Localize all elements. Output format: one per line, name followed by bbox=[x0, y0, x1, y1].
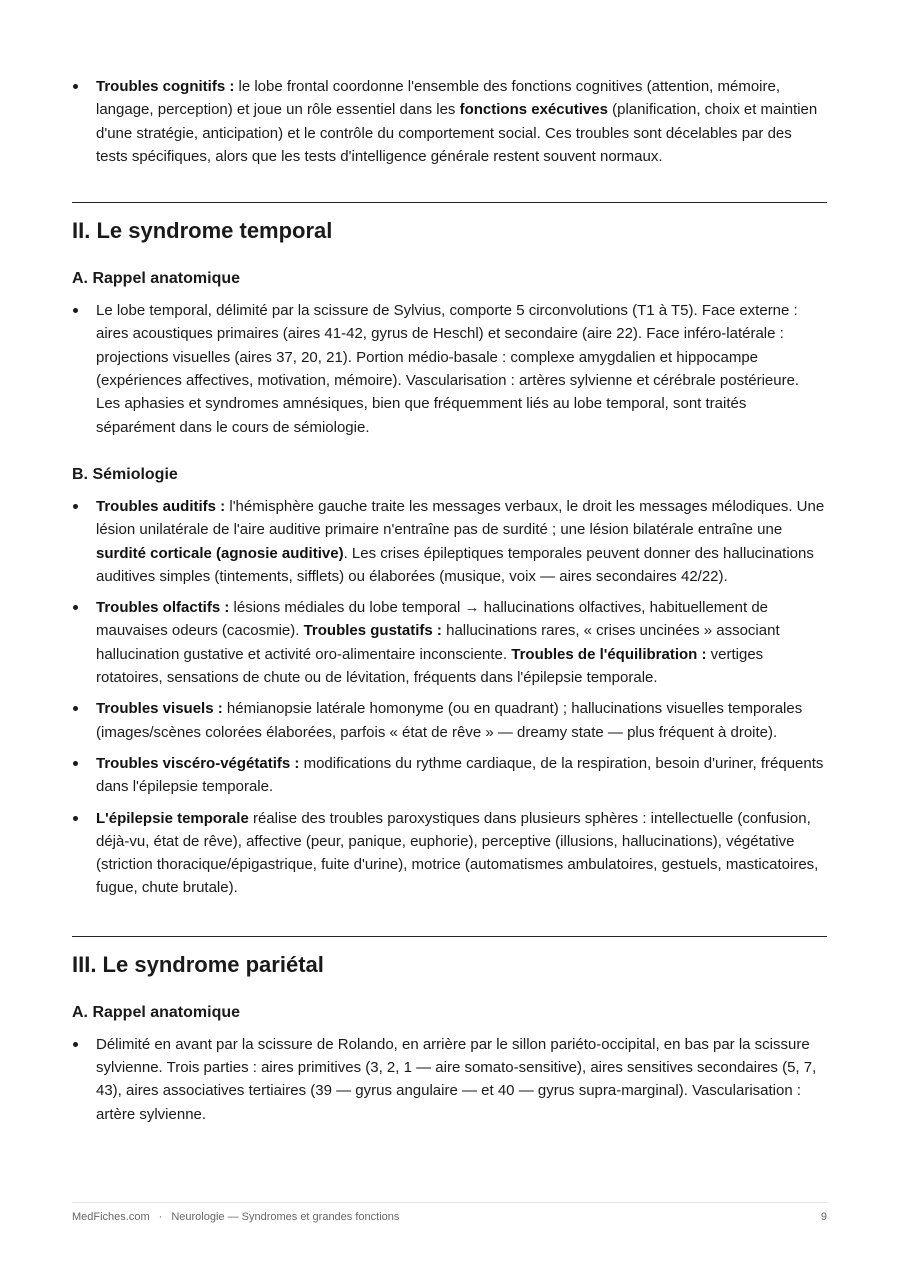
text-run: réalise des troubles paroxystiques dans plusieurs sphères : intellectuelle (confusion, déjà-vu, état de rêve), affective (peur, panique, euphorie), perceptive (illusions, hallucinations), végétative (striction thoracique/épigastrique, fuite d'urine), motrice (automatismes ambulatoires, gestuels, masticatoires, fugue, chute brutale). bbox=[96, 809, 819, 897]
text-run: lésions médiales du lobe temporal → hallucinations olfactives, habituellement de mauvaises odeurs (cacosmie). bbox=[96, 599, 768, 640]
bold-term: L'épilepsie temporale bbox=[96, 809, 249, 827]
text-run: Délimité en avant par la scissure de Rolando, en arrière par le sillon pariéto-occipital, en bas par la scissure sylvienne. Trois parties : aires primitives (3, 2, 1 — aire somato-sensitive), aires sensitives secondaires (5, 7, 43), aires associatives tertiaires (39 — gyrus angulaire — et 40 — gyrus supra-marginal). Vascularisation : artère sylvienne. bbox=[96, 1035, 817, 1123]
text-run: hallucinations rares, « crises uncinées » associant hallucination gustative et activité oro-alimentaire inconsciente. bbox=[96, 622, 780, 663]
list-item bbox=[72, 697, 827, 744]
page-footer bbox=[72, 1202, 827, 1223]
text-run: (planification, choix et maintien d'une stratégie, anticipation) et le contrôle du comportement social. Ces troubles sont décelables par des tests spécifiques, alors que les tests d'intelligence générale restent souvent normaux. bbox=[96, 101, 818, 165]
list-item bbox=[72, 752, 827, 799]
footer-page-number: 9 bbox=[820, 1211, 827, 1223]
list-item bbox=[72, 495, 827, 588]
bold-term: Troubles gustatifs : bbox=[303, 622, 442, 640]
list-item bbox=[72, 807, 827, 900]
text-run: modifications du rythme cardiaque, de la respiration, besoin d'uriner, fréquents dans l'épilepsie temporale. bbox=[96, 754, 824, 796]
subsection-title-semiology: B. Sémiologie bbox=[72, 465, 178, 483]
section-title-temporal: II. Le syndrome temporal bbox=[72, 218, 333, 244]
text-run: l'hémisphère gauche traite les messages verbaux, le droit les messages mélodiques. Une lésion unilatérale de l'aire auditive primaire n'entraîne pas de surdité ; une lésion bilatérale entraîne une bbox=[96, 497, 825, 539]
footer-course: Neurologie — Syndromes et grandes fonctions bbox=[171, 1211, 400, 1223]
page-content bbox=[72, 75, 827, 1134]
text-run: hémianopsie latérale homonyme (ou en quadrant) ; hallucinations visuelles temporales (images/scènes colorées élaborées, parfois « état de rêve » — dreamy state — plus fréquent à droite). bbox=[96, 700, 803, 741]
section-title-parietal: III. Le syndrome pariétal bbox=[72, 951, 324, 977]
temporal-anatomy-list bbox=[72, 299, 827, 439]
text-run: Le lobe temporal, délimité par la scissure de Sylvius, comporte 5 circonvolutions (T1 à T5). Face externe : aires acoustiques primaires (aires 41-42, gyrus de Heschl) et secondaire (aire 22). Face inféro-latérale : projections visuelles (aires 37, 20, 21). Portion médio-basale : complexe amygdalien et hippocampe (expériences affectives, motivation, mémoire). Vascularisation : artères sylvienne et cérébrale postérieure. Les aphasies et syndromes amnésiques, bien que fréquemment liés au lobe temporal, sont traités séparément dans le cours de sémiologie. bbox=[96, 302, 800, 436]
section-divider bbox=[72, 936, 827, 937]
bold-term: Troubles cognitifs : bbox=[96, 78, 235, 95]
bold-term: Troubles olfactifs : bbox=[96, 599, 230, 617]
list-item bbox=[72, 596, 827, 689]
intro-list bbox=[72, 75, 827, 168]
subsection-title-anatomy: A. Rappel anatomique bbox=[72, 1003, 241, 1021]
text-run: vertiges rotatoires, sensations de chute ou de lévitation, fréquents dans l'épilepsie temporale. bbox=[96, 645, 764, 687]
bold-term: Troubles auditifs : bbox=[96, 497, 226, 515]
bold-term: Troubles de l'équilibration : bbox=[511, 645, 707, 663]
temporal-semiology-list bbox=[72, 495, 827, 900]
list-item bbox=[72, 75, 827, 168]
list-item bbox=[72, 1033, 827, 1126]
section-divider bbox=[72, 202, 827, 203]
bold-term: fonctions exécutives bbox=[459, 101, 608, 119]
bold-term: Troubles viscéro-végétatifs : bbox=[96, 754, 300, 772]
footer-left bbox=[72, 1211, 399, 1223]
text-run: . Les crises épileptiques temporales peuvent donner des hallucinations auditives simples (tintements, sifflets) ou élaborées (musique, voix — aires secondaires 42/22). bbox=[96, 544, 814, 585]
bold-term: surdité corticale (agnosie auditive) bbox=[96, 544, 344, 562]
list-item bbox=[72, 299, 827, 439]
footer-separator: · bbox=[158, 1211, 163, 1223]
footer-site: MedFiches.com bbox=[72, 1211, 150, 1223]
subsection-title-anatomy: A. Rappel anatomique bbox=[72, 270, 241, 288]
bold-term: Troubles visuels : bbox=[96, 700, 223, 718]
text-run: le lobe frontal coordonne l'ensemble des fonctions cognitives (attention, mémoire, langage, perception) et joue un rôle essentiel dans les bbox=[96, 78, 781, 119]
parietal-anatomy-list bbox=[72, 1033, 827, 1126]
